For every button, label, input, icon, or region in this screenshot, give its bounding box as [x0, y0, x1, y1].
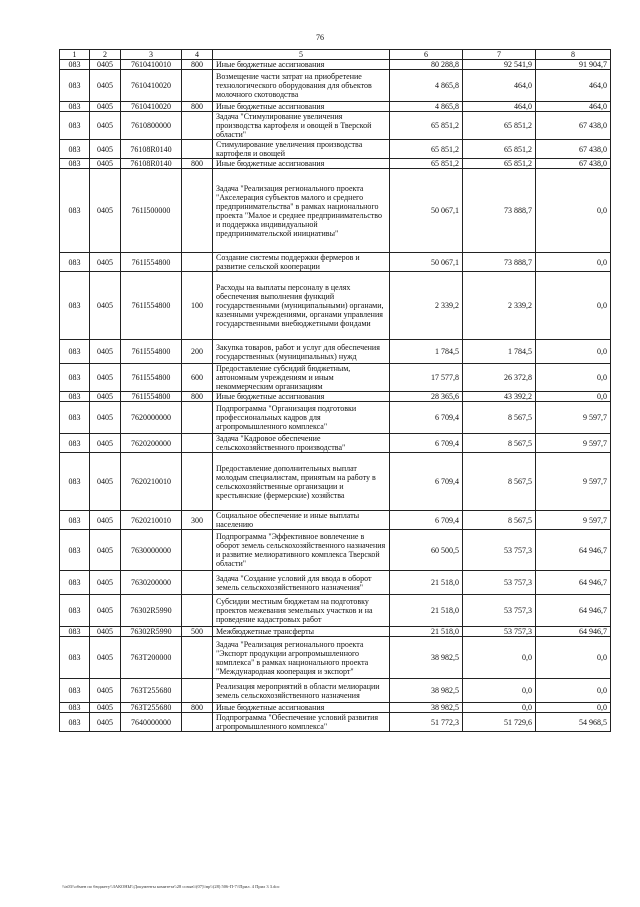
table-row	[60, 627, 611, 637]
file-path-footer: \\ts03\\обмен по бюджету\\ЗАКОНЫ\\Документы комитета\\28 созыв\\(07)\\вр\\(28) 506-П-7\\Прил. 4 Прил 3 3.doc	[62, 884, 280, 889]
section-code-cell: 0405	[90, 253, 121, 272]
column-header: 6	[390, 50, 463, 60]
description-cell: Подпрограмма "Обеспечение условий развития агропромышленного комплекса"	[213, 713, 390, 732]
description-cell: Иные бюджетные ассигнования	[213, 703, 390, 713]
amount-col6-cell: 50 067,1	[390, 169, 463, 253]
table-row	[60, 402, 611, 434]
target-article-cell: 761I554800	[121, 272, 182, 340]
admin-code-cell: 083	[60, 102, 90, 112]
expense-type-cell: 800	[182, 60, 213, 70]
table-row	[60, 60, 611, 70]
admin-code-cell: 083	[60, 169, 90, 253]
amount-col8-cell: 0,0	[536, 392, 611, 402]
amount-col6-cell: 38 982,5	[390, 703, 463, 713]
table-row	[60, 530, 611, 571]
section-code-cell: 0405	[90, 159, 121, 169]
admin-code-cell: 083	[60, 434, 90, 453]
amount-col7-cell: 73 888,7	[463, 253, 536, 272]
amount-col8-cell: 9 597,7	[536, 434, 611, 453]
description-cell: Задача "Стимулирование увеличения производства картофеля и овощей в Тверской области"	[213, 112, 390, 140]
column-header: 5	[213, 50, 390, 60]
section-code-cell: 0405	[90, 511, 121, 530]
admin-code-cell: 083	[60, 70, 90, 102]
amount-col6-cell: 65 851,2	[390, 140, 463, 159]
amount-col8-cell: 54 968,5	[536, 713, 611, 732]
expense-type-cell: 300	[182, 511, 213, 530]
amount-col7-cell: 26 372,8	[463, 364, 536, 392]
section-code-cell: 0405	[90, 272, 121, 340]
column-header: 8	[536, 50, 611, 60]
section-code-cell: 0405	[90, 595, 121, 627]
column-header: 4	[182, 50, 213, 60]
expense-type-cell: 600	[182, 364, 213, 392]
amount-col7-cell: 8 567,5	[463, 434, 536, 453]
table-row	[60, 637, 611, 679]
target-article-cell: 761I500000	[121, 169, 182, 253]
admin-code-cell: 083	[60, 627, 90, 637]
expense-type-cell: 500	[182, 627, 213, 637]
amount-col8-cell: 9 597,7	[536, 511, 611, 530]
expense-type-cell	[182, 571, 213, 595]
expense-type-cell	[182, 679, 213, 703]
section-code-cell: 0405	[90, 70, 121, 102]
target-article-cell: 7610410020	[121, 102, 182, 112]
table-row	[60, 169, 611, 253]
amount-col6-cell: 4 865,8	[390, 70, 463, 102]
section-code-cell: 0405	[90, 340, 121, 364]
description-cell: Задача "Кадровое обеспечение сельскохозяйственного производства"	[213, 434, 390, 453]
description-cell: Задача "Создание условий для ввода в оборот земель сельскохозяйственного назначения"	[213, 571, 390, 595]
expense-type-cell: 800	[182, 392, 213, 402]
table-row	[60, 159, 611, 169]
section-code-cell: 0405	[90, 627, 121, 637]
section-code-cell: 0405	[90, 571, 121, 595]
table-row	[60, 70, 611, 102]
expense-type-cell: 800	[182, 703, 213, 713]
amount-col7-cell: 53 757,3	[463, 627, 536, 637]
description-cell: Социальное обеспечение и иные выплаты населению	[213, 511, 390, 530]
amount-col6-cell: 17 577,8	[390, 364, 463, 392]
section-code-cell: 0405	[90, 364, 121, 392]
page-number: 76	[316, 33, 324, 42]
amount-col7-cell: 43 392,2	[463, 392, 536, 402]
amount-col6-cell: 1 784,5	[390, 340, 463, 364]
table-row	[60, 140, 611, 159]
amount-col7-cell: 8 567,5	[463, 453, 536, 511]
admin-code-cell: 083	[60, 60, 90, 70]
target-article-cell: 76108R0140	[121, 140, 182, 159]
section-code-cell: 0405	[90, 637, 121, 679]
amount-col8-cell: 64 946,7	[536, 627, 611, 637]
section-code-cell: 0405	[90, 112, 121, 140]
expense-type-cell: 800	[182, 159, 213, 169]
table-row	[60, 253, 611, 272]
amount-col6-cell: 21 518,0	[390, 571, 463, 595]
amount-col6-cell: 21 518,0	[390, 595, 463, 627]
description-cell: Субсидии местным бюджетам на подготовку проектов межевания земельных участков и на проведение кадастровых работ	[213, 595, 390, 627]
amount-col8-cell: 67 438,0	[536, 159, 611, 169]
target-article-cell: 763T255680	[121, 679, 182, 703]
section-code-cell: 0405	[90, 169, 121, 253]
amount-col6-cell: 60 500,5	[390, 530, 463, 571]
amount-col6-cell: 65 851,2	[390, 112, 463, 140]
admin-code-cell: 083	[60, 272, 90, 340]
amount-col7-cell: 0,0	[463, 679, 536, 703]
table-row	[60, 102, 611, 112]
target-article-cell: 7610800000	[121, 112, 182, 140]
target-article-cell: 7630200000	[121, 571, 182, 595]
amount-col6-cell: 80 288,8	[390, 60, 463, 70]
expense-type-cell: 200	[182, 340, 213, 364]
target-article-cell: 76302R5990	[121, 595, 182, 627]
amount-col6-cell: 38 982,5	[390, 637, 463, 679]
amount-col6-cell: 2 339,2	[390, 272, 463, 340]
description-cell: Реализация мероприятий в области мелиорации земель сельскохозяйственного назначения	[213, 679, 390, 703]
budget-table	[59, 49, 611, 732]
description-cell: Задача "Реализация регионального проекта "Экспорт продукции агропромышленного комплекса" в рамках национального проекта "Международная кооперация и экспорт"	[213, 637, 390, 679]
amount-col6-cell: 4 865,8	[390, 102, 463, 112]
expense-type-cell	[182, 112, 213, 140]
section-code-cell: 0405	[90, 60, 121, 70]
admin-code-cell: 083	[60, 402, 90, 434]
target-article-cell: 7620000000	[121, 402, 182, 434]
expense-type-cell	[182, 453, 213, 511]
amount-col7-cell: 0,0	[463, 637, 536, 679]
target-article-cell: 7610410010	[121, 60, 182, 70]
section-code-cell: 0405	[90, 434, 121, 453]
target-article-cell: 7620210010	[121, 453, 182, 511]
expense-type-cell	[182, 70, 213, 102]
column-header: 3	[121, 50, 182, 60]
target-article-cell: 761I554800	[121, 364, 182, 392]
target-article-cell: 761I554800	[121, 392, 182, 402]
amount-col8-cell: 64 946,7	[536, 571, 611, 595]
expense-type-cell: 800	[182, 102, 213, 112]
expense-type-cell	[182, 140, 213, 159]
description-cell: Межбюджетные трансферты	[213, 627, 390, 637]
admin-code-cell: 083	[60, 703, 90, 713]
amount-col6-cell: 65 851,2	[390, 159, 463, 169]
admin-code-cell: 083	[60, 453, 90, 511]
amount-col6-cell: 6 709,4	[390, 511, 463, 530]
expense-type-cell	[182, 637, 213, 679]
target-article-cell: 763T200000	[121, 637, 182, 679]
target-article-cell: 7620210010	[121, 511, 182, 530]
amount-col8-cell: 67 438,0	[536, 140, 611, 159]
section-code-cell: 0405	[90, 102, 121, 112]
header-row	[60, 50, 611, 60]
section-code-cell: 0405	[90, 703, 121, 713]
amount-col6-cell: 51 772,3	[390, 713, 463, 732]
amount-col7-cell: 73 888,7	[463, 169, 536, 253]
section-code-cell: 0405	[90, 713, 121, 732]
table-row	[60, 571, 611, 595]
amount-col7-cell: 53 757,3	[463, 595, 536, 627]
description-cell: Расходы на выплаты персоналу в целях обеспечения выполнения функций государственными (муниципальными) органами, казенными учреждениями, органами управления государственными внебюджетными фондами	[213, 272, 390, 340]
amount-col7-cell: 65 851,2	[463, 140, 536, 159]
amount-col8-cell: 0,0	[536, 272, 611, 340]
admin-code-cell: 083	[60, 511, 90, 530]
target-article-cell: 7620200000	[121, 434, 182, 453]
amount-col8-cell: 464,0	[536, 70, 611, 102]
target-article-cell: 76302R5990	[121, 627, 182, 637]
target-article-cell: 7610410020	[121, 70, 182, 102]
expense-type-cell	[182, 434, 213, 453]
amount-col8-cell: 9 597,7	[536, 453, 611, 511]
amount-col7-cell: 464,0	[463, 70, 536, 102]
admin-code-cell: 083	[60, 340, 90, 364]
amount-col8-cell: 67 438,0	[536, 112, 611, 140]
admin-code-cell: 083	[60, 140, 90, 159]
table-row	[60, 364, 611, 392]
admin-code-cell: 083	[60, 637, 90, 679]
section-code-cell: 0405	[90, 392, 121, 402]
amount-col7-cell: 65 851,2	[463, 112, 536, 140]
amount-col8-cell: 0,0	[536, 637, 611, 679]
table-row	[60, 272, 611, 340]
description-cell: Подпрограмма "Эффективное вовлечение в оборот земель сельскохозяйственного назначения и развитие мелиоративного комплекса Тверской области"	[213, 530, 390, 571]
description-cell: Стимулирование увеличения производства картофеля и овощей	[213, 140, 390, 159]
table-row	[60, 713, 611, 732]
expense-type-cell: 100	[182, 272, 213, 340]
description-cell: Иные бюджетные ассигнования	[213, 102, 390, 112]
amount-col8-cell: 9 597,7	[536, 402, 611, 434]
admin-code-cell: 083	[60, 364, 90, 392]
amount-col8-cell: 64 946,7	[536, 530, 611, 571]
admin-code-cell: 083	[60, 713, 90, 732]
description-cell: Предоставление дополнительных выплат молодым специалистам, принятым на работу в сельскохозяйственные организации и крестьянские (фермерские) хозяйства	[213, 453, 390, 511]
expense-type-cell	[182, 402, 213, 434]
target-article-cell: 7640000000	[121, 713, 182, 732]
amount-col8-cell: 91 904,7	[536, 60, 611, 70]
amount-col7-cell: 2 339,2	[463, 272, 536, 340]
section-code-cell: 0405	[90, 453, 121, 511]
amount-col7-cell: 53 757,3	[463, 530, 536, 571]
description-cell: Иные бюджетные ассигнования	[213, 159, 390, 169]
description-cell: Создание системы поддержки фермеров и развитие сельской кооперации	[213, 253, 390, 272]
amount-col7-cell: 8 567,5	[463, 511, 536, 530]
description-cell: Иные бюджетные ассигнования	[213, 60, 390, 70]
expense-type-cell	[182, 169, 213, 253]
amount-col7-cell: 65 851,2	[463, 159, 536, 169]
amount-col7-cell: 1 784,5	[463, 340, 536, 364]
table-row	[60, 595, 611, 627]
amount-col6-cell: 6 709,4	[390, 434, 463, 453]
target-article-cell: 76108R0140	[121, 159, 182, 169]
amount-col7-cell: 53 757,3	[463, 571, 536, 595]
amount-col7-cell: 92 541,9	[463, 60, 536, 70]
section-code-cell: 0405	[90, 679, 121, 703]
amount-col8-cell: 0,0	[536, 703, 611, 713]
table-row	[60, 434, 611, 453]
admin-code-cell: 083	[60, 253, 90, 272]
admin-code-cell: 083	[60, 159, 90, 169]
table-row	[60, 703, 611, 713]
admin-code-cell: 083	[60, 679, 90, 703]
admin-code-cell: 083	[60, 595, 90, 627]
column-header: 7	[463, 50, 536, 60]
amount-col8-cell: 0,0	[536, 253, 611, 272]
amount-col7-cell: 464,0	[463, 102, 536, 112]
admin-code-cell: 083	[60, 571, 90, 595]
table-row	[60, 453, 611, 511]
target-article-cell: 763T255680	[121, 703, 182, 713]
amount-col6-cell: 28 365,6	[390, 392, 463, 402]
amount-col6-cell: 50 067,1	[390, 253, 463, 272]
column-header: 1	[60, 50, 90, 60]
description-cell: Подпрограмма "Организация подготовки профессиональных кадров для агропромышленного комплекса"	[213, 402, 390, 434]
expense-type-cell	[182, 595, 213, 627]
admin-code-cell: 083	[60, 530, 90, 571]
table-row	[60, 392, 611, 402]
target-article-cell: 7630000000	[121, 530, 182, 571]
amount-col8-cell: 0,0	[536, 364, 611, 392]
amount-col6-cell: 6 709,4	[390, 453, 463, 511]
section-code-cell: 0405	[90, 402, 121, 434]
expense-type-cell	[182, 530, 213, 571]
target-article-cell: 761I554800	[121, 253, 182, 272]
amount-col6-cell: 21 518,0	[390, 627, 463, 637]
description-cell: Возмещение части затрат на приобретение технологического оборудования для объектов молочного скотоводства	[213, 70, 390, 102]
section-code-cell: 0405	[90, 140, 121, 159]
table-row	[60, 340, 611, 364]
target-article-cell: 761I554800	[121, 340, 182, 364]
expense-type-cell	[182, 253, 213, 272]
table-row	[60, 511, 611, 530]
amount-col7-cell: 0,0	[463, 703, 536, 713]
amount-col8-cell: 0,0	[536, 679, 611, 703]
description-cell: Задача "Реализация регионального проекта "Акселерация субъектов малого и среднего предпринимательства" в рамках национального проекта "Малое и среднее предпринимательство и поддержка индивидуальной предпринимательской инициативы"	[213, 169, 390, 253]
amount-col7-cell: 8 567,5	[463, 402, 536, 434]
description-cell: Иные бюджетные ассигнования	[213, 392, 390, 402]
table-row	[60, 679, 611, 703]
description-cell: Закупка товаров, работ и услуг для обеспечения государственных (муниципальных) нужд	[213, 340, 390, 364]
amount-col6-cell: 6 709,4	[390, 402, 463, 434]
admin-code-cell: 083	[60, 392, 90, 402]
amount-col8-cell: 0,0	[536, 340, 611, 364]
amount-col8-cell: 0,0	[536, 169, 611, 253]
column-header: 2	[90, 50, 121, 60]
amount-col8-cell: 464,0	[536, 102, 611, 112]
amount-col7-cell: 51 729,6	[463, 713, 536, 732]
amount-col6-cell: 38 982,5	[390, 679, 463, 703]
admin-code-cell: 083	[60, 112, 90, 140]
amount-col8-cell: 64 946,7	[536, 595, 611, 627]
table-row	[60, 112, 611, 140]
expense-type-cell	[182, 713, 213, 732]
section-code-cell: 0405	[90, 530, 121, 571]
description-cell: Предоставление субсидий бюджетным, автономным учреждениям и иным некоммерческим организациям	[213, 364, 390, 392]
